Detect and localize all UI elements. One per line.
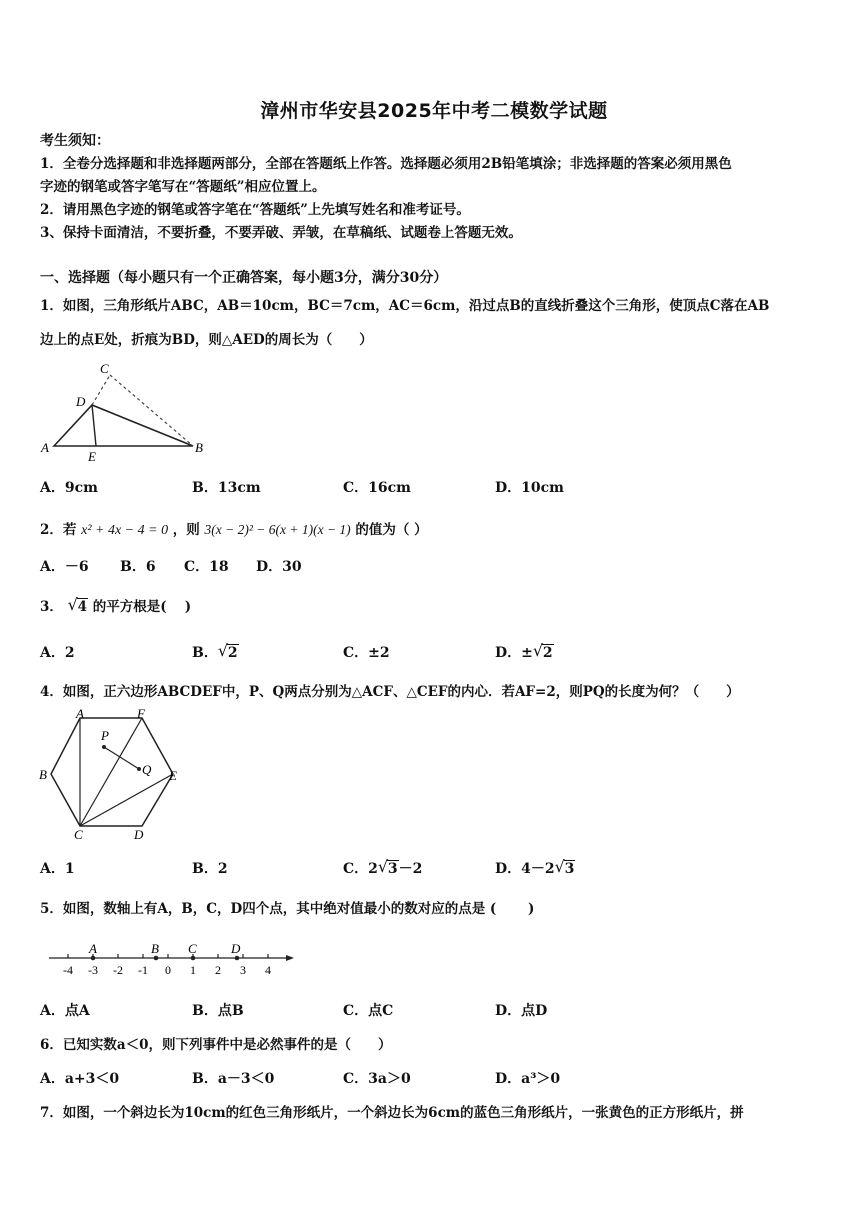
q1-option-c: C．16cm bbox=[343, 480, 411, 496]
hex-label-c: C bbox=[74, 827, 83, 842]
number-line-figure bbox=[44, 938, 304, 980]
q3-option-d-sqrt bbox=[533, 643, 554, 663]
segment-ce bbox=[80, 774, 173, 826]
radical-sign-icon: √ bbox=[67, 595, 78, 614]
q3-option-c: C．±2 bbox=[343, 645, 390, 661]
point-label-c: C bbox=[188, 941, 197, 956]
tick-label: -3 bbox=[88, 963, 98, 977]
q3-radicand: 4 bbox=[77, 599, 88, 615]
q4-option-c-suffix: －2 bbox=[398, 861, 423, 877]
question-3 bbox=[40, 597, 840, 617]
axis-arrow-icon bbox=[286, 955, 294, 961]
hex-label-a: A bbox=[76, 708, 84, 721]
radical-sign-icon: √ bbox=[377, 857, 389, 876]
section-heading: 一、选择题（每小题只有一个正确答案，每小题3分，满分30分） bbox=[40, 270, 448, 286]
q3-option-b bbox=[192, 643, 239, 663]
notice-item-1: 1．全卷分选择题和非选择题两部分，全部在答题纸上作答。选择题必须用2B铅笔填涂；非选择题的答案必须用黑色 bbox=[40, 156, 732, 172]
q1-option-d: D．10cm bbox=[495, 480, 564, 496]
q1-option-a: A．9cm bbox=[40, 480, 98, 496]
segment-de bbox=[92, 405, 96, 446]
hexagon-figure bbox=[36, 708, 186, 843]
q3-option-b-sqrt bbox=[218, 643, 239, 663]
q5-option-d: D．点D bbox=[495, 1003, 548, 1019]
page-title: 漳州市华安县2025年中考二模数学试题 bbox=[260, 100, 608, 122]
point-label-a: A bbox=[89, 941, 97, 956]
point-p bbox=[102, 745, 106, 749]
point-b-dot bbox=[154, 956, 159, 961]
q4-option-a: A．1 bbox=[40, 861, 75, 877]
triangle-figure bbox=[38, 360, 208, 465]
hex-label-f: F bbox=[137, 708, 145, 721]
segment-cf bbox=[80, 718, 142, 826]
q4-option-c-label: C．2 bbox=[343, 861, 378, 877]
q6-option-c: C．3a＞0 bbox=[343, 1071, 411, 1087]
q4-option-c-radicand: 3 bbox=[387, 861, 398, 877]
q2-expression: 3(x − 2)² − 6(x + 1)(x − 1) bbox=[204, 522, 351, 537]
q3-suffix: 的平方根是( ) bbox=[92, 599, 192, 615]
point-q bbox=[137, 767, 141, 771]
q2-mid: ，则 bbox=[172, 522, 200, 538]
q5-option-b: B．点B bbox=[192, 1003, 244, 1019]
dashed-dc bbox=[92, 375, 110, 405]
hexagon-abcdef bbox=[51, 718, 173, 826]
q2-suffix: 的值为（ ） bbox=[355, 522, 428, 538]
question-1-line2: 边上的点E处，折痕为BD，则△AED的周长为（ ） bbox=[40, 332, 373, 348]
tick-label: 4 bbox=[265, 963, 271, 977]
q3-option-d-label: D．± bbox=[495, 645, 533, 661]
q2-option-c: C．18 bbox=[184, 559, 229, 575]
tick-label: 1 bbox=[190, 963, 196, 977]
q6-option-b: B．a－3＜0 bbox=[192, 1071, 275, 1087]
label-e: E bbox=[88, 449, 96, 464]
label-c: C bbox=[100, 361, 109, 376]
radical-sign-icon: √ bbox=[554, 857, 565, 876]
q2-option-d: D．30 bbox=[256, 559, 302, 575]
q3-option-b-radicand: 2 bbox=[227, 645, 238, 661]
q4-option-d-radicand: 3 bbox=[564, 861, 575, 877]
q2-condition: x² + 4x − 4 = 0 bbox=[81, 523, 169, 538]
q4-option-b: B．2 bbox=[192, 861, 228, 877]
q6-option-d: D．a³＞0 bbox=[495, 1071, 561, 1087]
q2-option-b: B．6 bbox=[120, 559, 156, 575]
notice-heading: 考生须知： bbox=[40, 133, 110, 149]
dashed-cb bbox=[110, 375, 193, 446]
question-7: 7．如图，一个斜边长为10cm的红色三角形纸片，一个斜边长为6cm的蓝色三角形纸片，一张黄色的正方形纸片，拼 bbox=[40, 1105, 744, 1121]
q5-option-a: A．点A bbox=[40, 1003, 90, 1019]
q6-option-a: A．a+3＜0 bbox=[40, 1071, 120, 1087]
q3-option-d bbox=[495, 643, 554, 663]
question-2 bbox=[40, 520, 840, 541]
hex-label-d: D bbox=[134, 827, 144, 842]
tick-label: 0 bbox=[165, 963, 171, 977]
q4-option-c bbox=[343, 859, 422, 879]
q5-option-c: C．点C bbox=[343, 1003, 394, 1019]
label-b: B bbox=[195, 440, 203, 455]
point-label-b: B bbox=[151, 941, 159, 956]
q4-option-c-sqrt bbox=[378, 859, 399, 879]
segment-pq bbox=[104, 747, 139, 769]
point-d-dot bbox=[235, 956, 240, 961]
point-c-dot bbox=[191, 956, 196, 961]
q3-prefix: 3． bbox=[40, 599, 63, 615]
radical-sign-icon: √ bbox=[217, 641, 229, 660]
hex-label-b: B bbox=[39, 767, 47, 782]
label-d: D bbox=[76, 394, 86, 409]
q2-option-a: A．－6 bbox=[40, 559, 89, 575]
q2-prefix: 2．若 bbox=[40, 522, 77, 538]
point-label-d: D bbox=[231, 941, 241, 956]
notice-item-2: 2．请用黑色字迹的钢笔或答字笔在“答题纸”上先填写姓名和准考证号。 bbox=[40, 202, 470, 218]
q3-option-a: A．2 bbox=[40, 645, 75, 661]
tick-label: -1 bbox=[138, 963, 148, 977]
question-4: 4．如图，正六边形ABCDEF中，P、Q两点分别为△ACF、△CEF的内心．若AF=2，则PQ的长度为何？（ ） bbox=[40, 684, 740, 700]
tick-label: -4 bbox=[63, 963, 73, 977]
radical-sign-icon: √ bbox=[532, 641, 544, 660]
q4-option-d-sqrt bbox=[555, 859, 576, 879]
q3-option-d-radicand: 2 bbox=[542, 645, 553, 661]
question-5: 5．如图，数轴上有A，B，C，D四个点，其中绝对值最小的数对应的点是 ( ) bbox=[40, 901, 535, 917]
q3-option-b-label: B． bbox=[192, 645, 218, 661]
question-1-line1: 1．如图，三角形纸片ABC，AB＝10cm，BC＝7cm，AC＝6cm，沿过点B的直线折叠这个三角形，使顶点C落在AB bbox=[40, 298, 770, 314]
notice-item-3: 3、保持卡面清洁，不要折叠，不要弄破、弄皱，在草稿纸、试题卷上答题无效。 bbox=[40, 225, 522, 241]
hex-label-p: P bbox=[101, 728, 109, 743]
hex-label-e: E bbox=[169, 768, 177, 783]
tick-label: 3 bbox=[240, 963, 246, 977]
q3-sqrt bbox=[68, 597, 88, 617]
tick-label: 2 bbox=[215, 963, 221, 977]
q1-option-b: B．13cm bbox=[192, 480, 261, 496]
notice-item-1-cont: 字迹的钢笔或答字笔写在“答题纸”相应位置上。 bbox=[40, 179, 326, 195]
point-a-dot bbox=[91, 956, 96, 961]
triangle-abd bbox=[54, 405, 193, 446]
question-6: 6．已知实数a＜0，则下列事件中是必然事件的是（ ） bbox=[40, 1037, 392, 1053]
label-a: A bbox=[41, 440, 49, 455]
q4-option-d-label: D．4－2 bbox=[495, 861, 555, 877]
q4-option-d bbox=[495, 859, 575, 879]
hex-label-q: Q bbox=[142, 762, 152, 777]
tick-label: -2 bbox=[113, 963, 123, 977]
